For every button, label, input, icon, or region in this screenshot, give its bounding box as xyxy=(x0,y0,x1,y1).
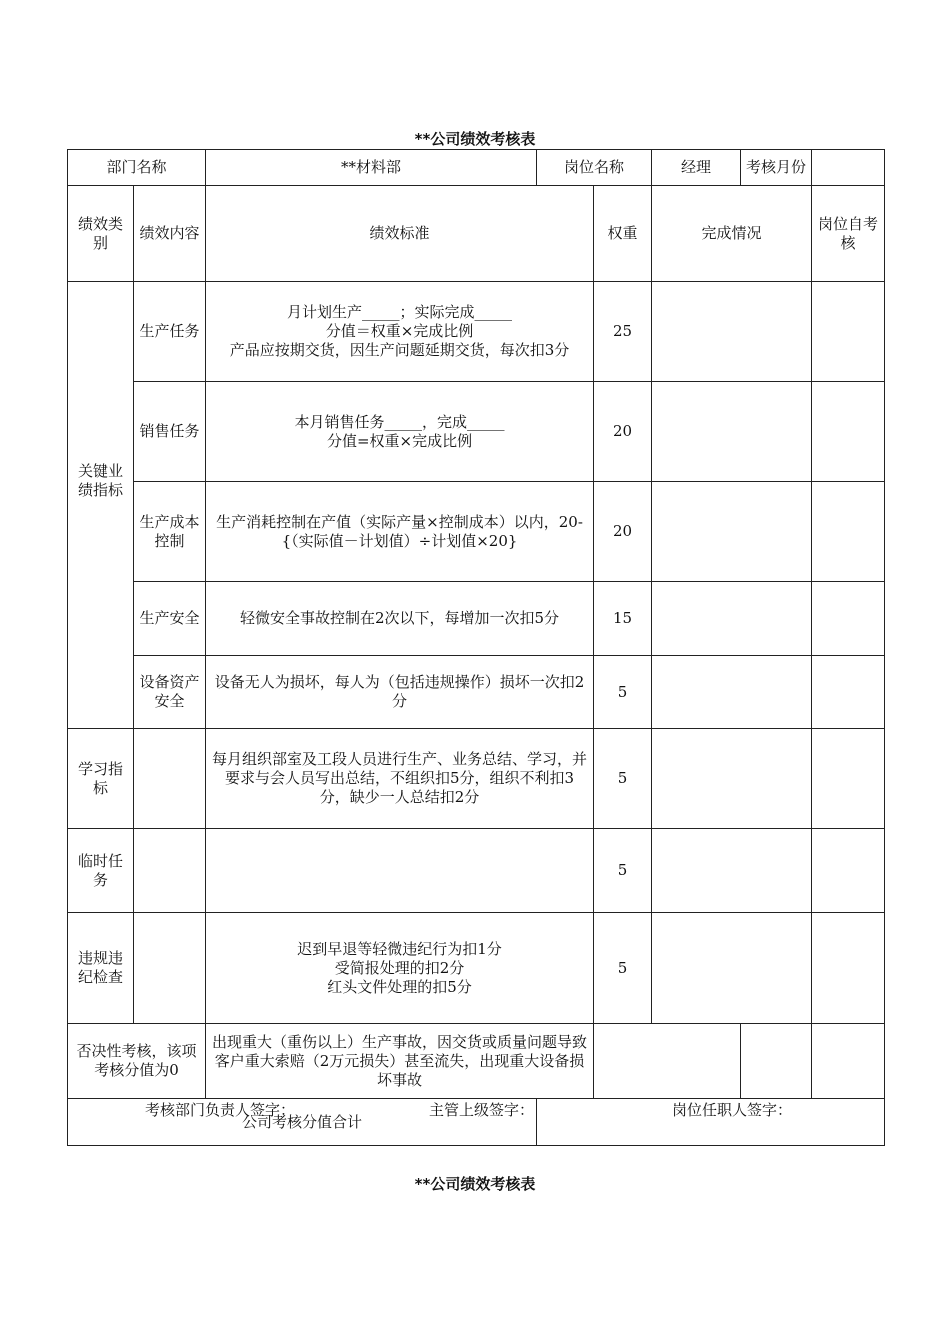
self-score-cell[interactable] xyxy=(812,582,885,656)
completion-cell[interactable] xyxy=(652,282,812,382)
veto-company-score-cell[interactable] xyxy=(812,1024,885,1099)
content-cell xyxy=(134,913,206,1024)
weight-cell: 20 xyxy=(594,382,652,482)
col-header-weight: 权重 xyxy=(594,186,652,282)
signature-line xyxy=(67,1099,884,1119)
col-header-standard: 绩效标准 xyxy=(206,186,594,282)
weight-cell: 15 xyxy=(594,582,652,656)
position-name-value[interactable]: 经理 xyxy=(652,150,741,186)
completion-cell[interactable] xyxy=(652,913,812,1024)
self-score-cell[interactable] xyxy=(812,729,885,829)
content-cell: 生产任务 xyxy=(134,282,206,382)
weight-cell: 5 xyxy=(594,829,652,913)
standard-cell: 迟到早退等轻微违纪行为扣1分 受简报处理的扣2分 红头文件处理的扣5分 xyxy=(206,913,594,1024)
veto-completion-cell[interactable] xyxy=(594,1024,741,1099)
weight-cell: 25 xyxy=(594,282,652,382)
form-title: **公司绩效考核表 xyxy=(414,130,536,148)
self-score-cell[interactable] xyxy=(812,913,885,1024)
total-label: 公司考核分值合计 xyxy=(68,1099,537,1146)
content-cell: 生产安全 xyxy=(134,582,206,656)
veto-standard: 出现重大（重伤以上）生产事故，因交货或质量问题导致客户重大索赔（2万元损失）甚至流失，出现重大设备损坏事故 xyxy=(206,1024,594,1099)
weight-cell: 5 xyxy=(594,656,652,729)
completion-cell[interactable] xyxy=(652,729,812,829)
table-row xyxy=(68,282,885,382)
standard-cell xyxy=(206,829,594,913)
employee-signature-label: 岗位任职人签字： xyxy=(672,1101,793,1119)
self-score-cell[interactable] xyxy=(812,829,885,913)
completion-cell[interactable] xyxy=(652,382,812,482)
appraisal-month-value[interactable] xyxy=(812,150,885,186)
table-row xyxy=(68,829,885,913)
performance-appraisal-table xyxy=(67,149,885,1146)
completion-cell[interactable] xyxy=(652,829,812,913)
content-cell: 销售任务 xyxy=(134,382,206,482)
weight-cell: 20 xyxy=(594,482,652,582)
table-row xyxy=(68,582,885,656)
veto-label: 否决性考核，该项考核分值为0 xyxy=(68,1024,206,1099)
position-name-label: 岗位名称 xyxy=(537,150,652,186)
category-cell: 学习指标 xyxy=(68,729,134,829)
content-cell: 设备资产安全 xyxy=(134,656,206,729)
header-info-row xyxy=(68,150,885,186)
veto-row xyxy=(68,1024,885,1099)
weight-cell: 5 xyxy=(594,729,652,829)
col-header-self-score: 岗位自考核 xyxy=(812,186,885,282)
completion-cell[interactable] xyxy=(652,656,812,729)
content-cell: 生产成本控制 xyxy=(134,482,206,582)
completion-cell[interactable] xyxy=(652,482,812,582)
self-score-cell[interactable] xyxy=(812,656,885,729)
weight-cell: 5 xyxy=(594,913,652,1024)
standard-cell: 设备无人为损坏，每人为（包括违规操作）损坏一次扣2分 xyxy=(206,656,594,729)
veto-self-score-cell[interactable] xyxy=(741,1024,812,1099)
table-row xyxy=(68,656,885,729)
form-title-repeat: **公司绩效考核表 xyxy=(414,1175,536,1193)
col-header-content: 绩效内容 xyxy=(134,186,206,282)
dept-head-signature-label: 考核部门负责人签字： xyxy=(145,1101,296,1119)
table-row xyxy=(68,382,885,482)
category-cell: 违规违纪检查 xyxy=(68,913,134,1024)
content-cell xyxy=(134,729,206,829)
self-score-cell[interactable] xyxy=(812,482,885,582)
col-header-category: 绩效类别 xyxy=(68,186,134,282)
standard-cell: 生产消耗控制在产值（实际产量×控制成本）以内，20-{（实际值－计划值）÷计划值×20} xyxy=(206,482,594,582)
col-header-completion: 完成情况 xyxy=(652,186,812,282)
standard-cell: 轻微安全事故控制在2次以下，每增加一次扣5分 xyxy=(206,582,594,656)
table-row xyxy=(68,482,885,582)
standard-cell: 每月组织部室及工段人员进行生产、业务总结、学习，并要求与会人员写出总结，不组织扣5分，组织不利扣3分，缺少一人总结扣2分 xyxy=(206,729,594,829)
category-cell: 临时任务 xyxy=(68,829,134,913)
standard-cell: 月计划生产_____；实际完成_____ 分值＝权重×完成比例 产品应按期交货，因生产问题延期交货，每次扣3分 xyxy=(206,282,594,382)
completion-cell[interactable] xyxy=(652,582,812,656)
appraisal-month-label: 考核月份 xyxy=(741,150,812,186)
standard-cell: 本月销售任务_____，完成_____ 分值=权重×完成比例 xyxy=(206,382,594,482)
self-score-cell[interactable] xyxy=(812,382,885,482)
dept-name-value[interactable]: **材料部 xyxy=(206,150,537,186)
column-header-row xyxy=(68,186,885,282)
table-row xyxy=(68,913,885,1024)
table-row xyxy=(68,729,885,829)
supervisor-signature-label: 主管上级签字： xyxy=(429,1101,535,1119)
content-cell xyxy=(134,829,206,913)
self-score-cell[interactable] xyxy=(812,282,885,382)
dept-name-label: 部门名称 xyxy=(68,150,206,186)
category-cell: 关键业绩指标 xyxy=(68,282,134,729)
